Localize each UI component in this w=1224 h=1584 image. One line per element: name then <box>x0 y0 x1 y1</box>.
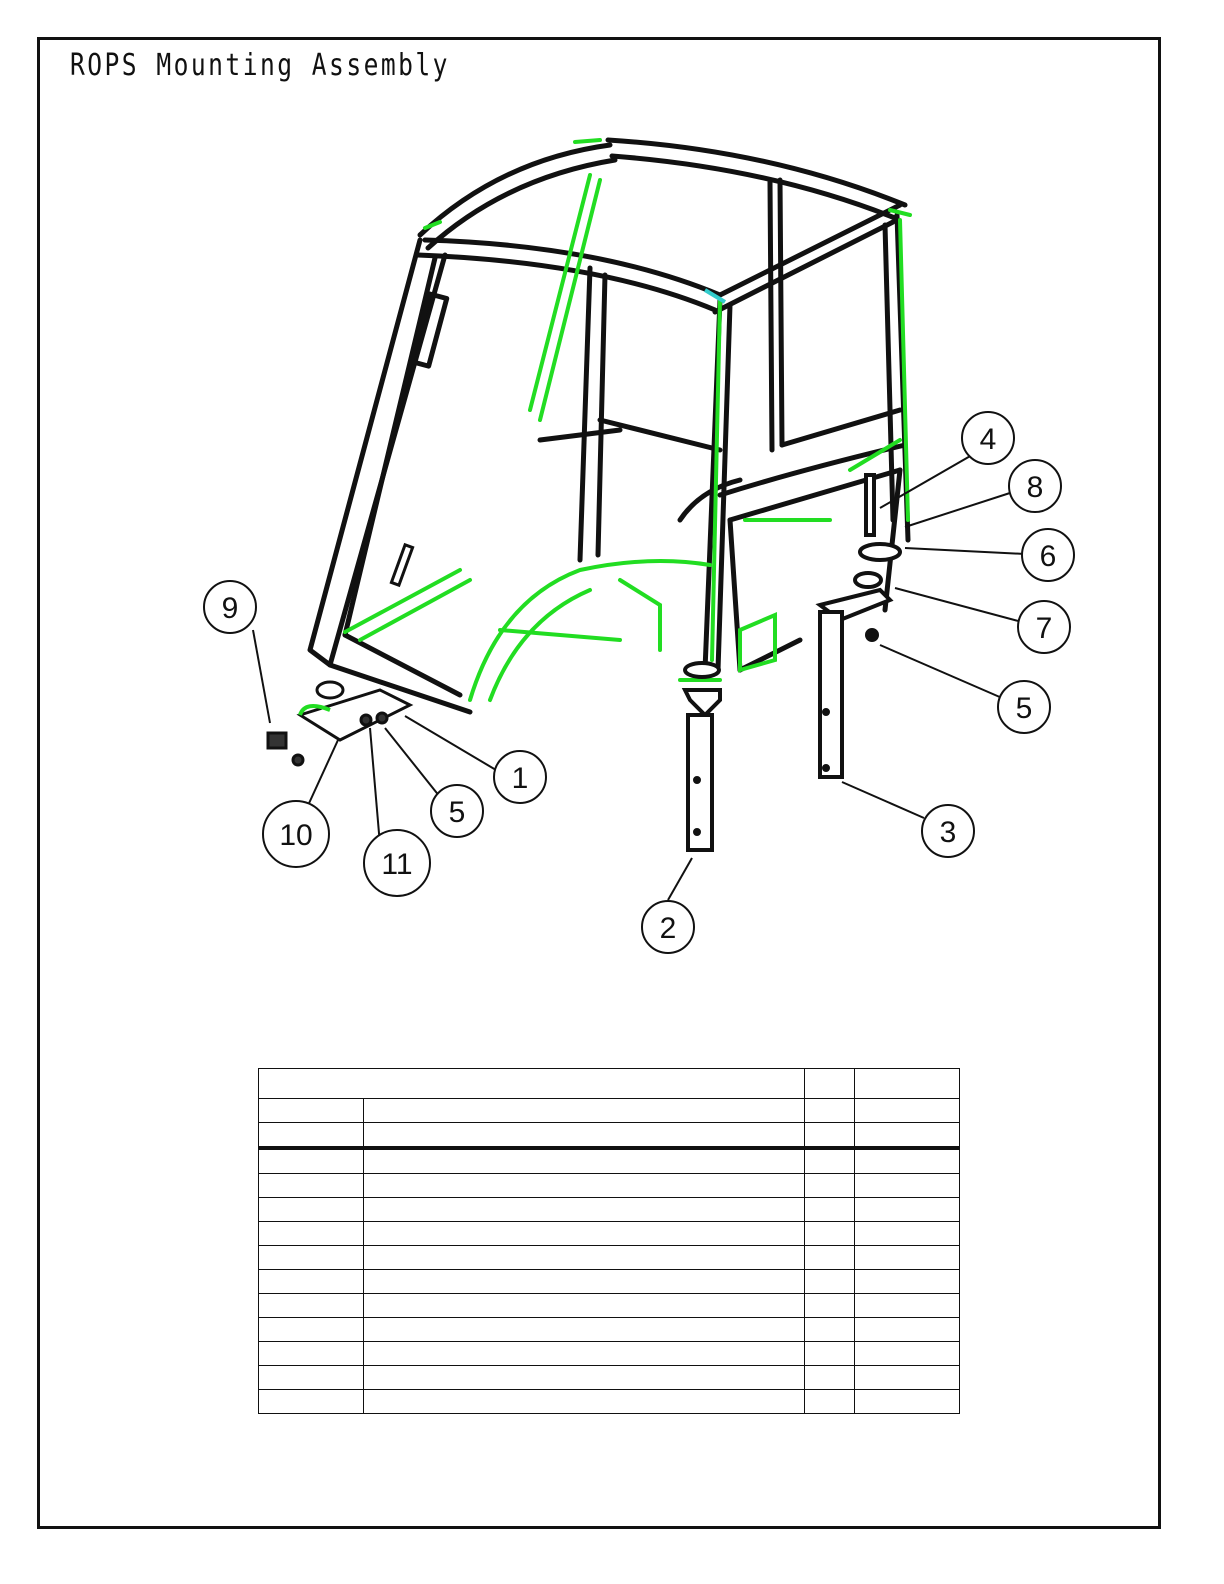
front-leg <box>685 663 720 850</box>
svg-text:6: 6 <box>1039 540 1057 573</box>
callout-5-rear <box>998 681 1050 733</box>
table-row <box>259 1318 960 1342</box>
table-row <box>259 1270 960 1294</box>
table-row <box>259 1246 960 1270</box>
svg-text:11: 11 <box>381 848 413 881</box>
callout-6 <box>1022 529 1074 581</box>
table-row <box>259 1342 960 1366</box>
callout-4 <box>962 412 1014 464</box>
callout-11 <box>364 830 430 896</box>
callout-10 <box>263 801 329 867</box>
parts-list-table <box>258 1068 960 1414</box>
svg-text:8: 8 <box>1026 471 1044 504</box>
callout-1 <box>494 751 546 803</box>
table-row <box>259 1148 960 1174</box>
table-row <box>259 1222 960 1246</box>
svg-text:3: 3 <box>939 816 957 849</box>
callout-9 <box>204 581 256 633</box>
table-row <box>259 1390 960 1414</box>
table-row <box>259 1174 960 1198</box>
page-title: ROPS Mounting Assembly <box>70 48 450 83</box>
callout-2 <box>642 901 694 953</box>
table-header-row <box>259 1069 960 1099</box>
svg-text:7: 7 <box>1035 612 1053 645</box>
svg-text:9: 9 <box>221 592 239 625</box>
callout-3 <box>922 805 974 857</box>
svg-text:10: 10 <box>279 819 313 852</box>
table-row <box>259 1366 960 1390</box>
callout-7 <box>1018 601 1070 653</box>
front-mount-parts <box>268 545 413 765</box>
callout-5-front <box>431 785 483 837</box>
table-header-row <box>259 1099 960 1123</box>
svg-text:2: 2 <box>659 912 677 945</box>
table-header-row <box>259 1123 960 1149</box>
svg-text:4: 4 <box>979 423 997 456</box>
callout-8 <box>1009 460 1061 512</box>
svg-text:5: 5 <box>1015 692 1033 725</box>
table-row <box>259 1198 960 1222</box>
table-row <box>259 1294 960 1318</box>
svg-text:1: 1 <box>511 762 529 795</box>
rear-leg <box>820 475 900 777</box>
svg-text:5: 5 <box>448 796 466 829</box>
